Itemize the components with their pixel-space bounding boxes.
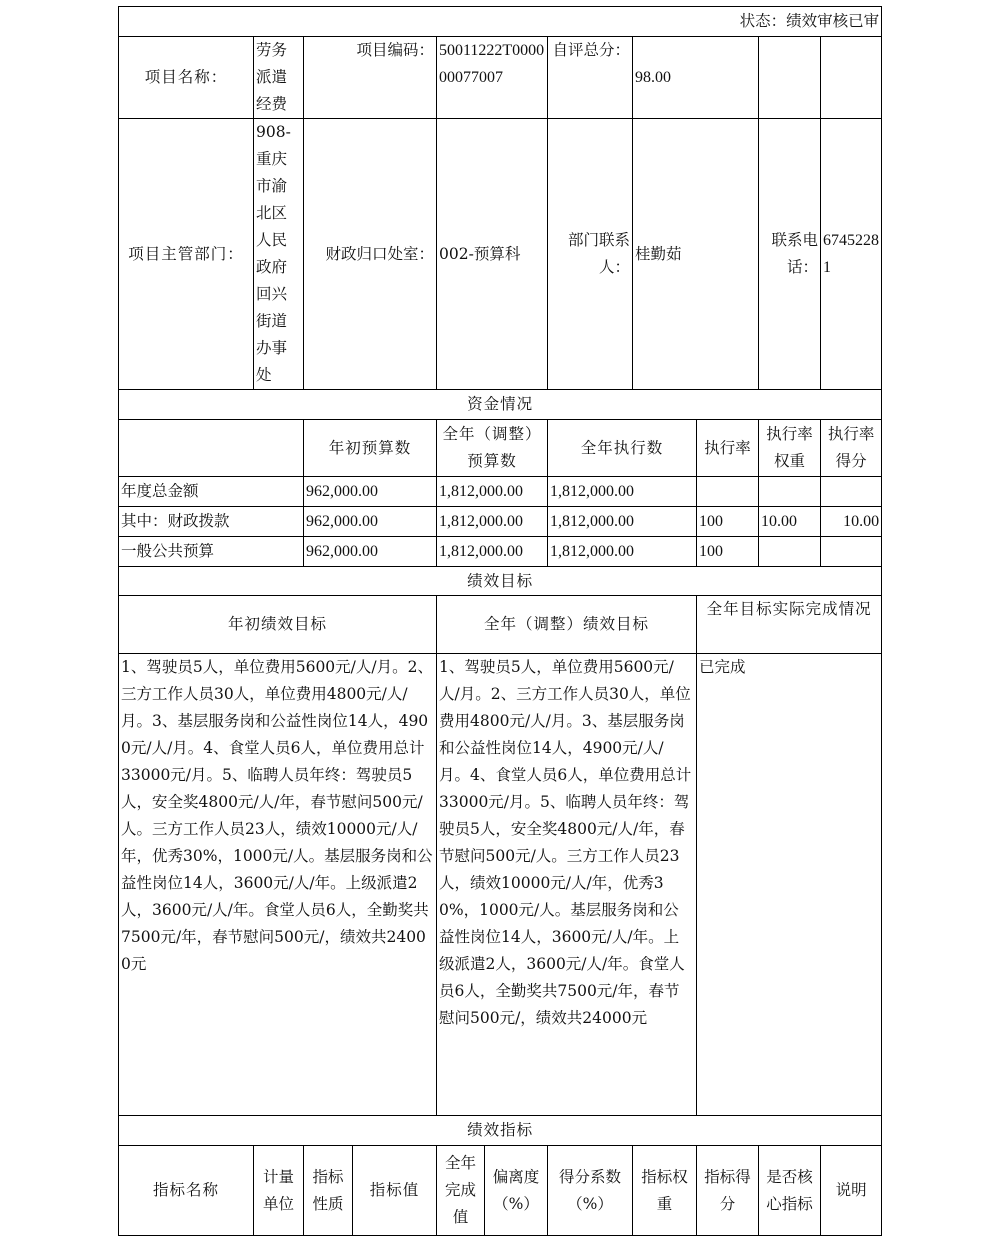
table-row (119, 477, 882, 507)
empty-cell (119, 420, 304, 477)
funds-row-label: 一般公共预算 (119, 537, 304, 567)
funds-initial: 962,000.00 (304, 537, 437, 567)
funds-row-label: 年度总金额 (119, 477, 304, 507)
phone-value: 67452281 (821, 119, 882, 390)
funds-score: 10.00 (821, 507, 882, 537)
funds-row-label: 其中：财政拨款 (119, 507, 304, 537)
indicator-header-score: 指标得分 (697, 1146, 759, 1236)
indicator-header-coefficient: 得分系数（%） (548, 1146, 633, 1236)
goals-adjusted-text: 1、驾驶员5人，单位费用5600元/人/月。2、三方工作人员30人，单位费用4800元/人/月。3、基层服务岗和公益性岗位14人，4900元/人/月。4、食堂人员6人，单位费用总计33000元/月。5、临聘人员年终：驾驶员5人，安全奖4800元/人/年，春节慰问500元/人。三方工作人员23人，绩效10000元/人/年，优秀30%，1000元/人。基层服务岗和公益性岗位14人，3600元/人/年。上级派遣2人，3600元/人/年。食堂人员6人，全勤奖共7500元/年，春节慰问500元/，绩效共24000元 (437, 654, 697, 1116)
empty-cell (821, 37, 882, 119)
phone-label: 联系电话： (759, 119, 821, 390)
project-code-label: 项目编码： (304, 37, 437, 119)
funds-adjusted: 1,812,000.00 (437, 537, 548, 567)
finance-office-value: 002-预算科 (437, 119, 548, 390)
indicator-header-core: 是否核心指标 (759, 1146, 821, 1236)
indicator-header-completed: 全年完成值 (437, 1146, 485, 1236)
indicators-section-title: 绩效指标 (119, 1116, 882, 1146)
funds-header-rate: 执行率 (697, 420, 759, 477)
goals-header-adjusted: 全年（调整）绩效目标 (437, 596, 697, 654)
funds-weight (759, 537, 821, 567)
funds-executed: 1,812,000.00 (548, 477, 697, 507)
empty-cell (759, 37, 821, 119)
dept-value: 908-重庆市渝北区人民政府回兴街道办事处 (254, 119, 304, 390)
funds-executed: 1,812,000.00 (548, 537, 697, 567)
funds-header-weight: 执行率权重 (759, 420, 821, 477)
funds-initial: 962,000.00 (304, 507, 437, 537)
goals-actual-text: 已完成 (697, 654, 882, 1116)
funds-score (821, 477, 882, 507)
table-row (119, 507, 882, 537)
indicator-header-nature: 指标性质 (304, 1146, 353, 1236)
funds-header-score: 执行率得分 (821, 420, 882, 477)
funds-adjusted: 1,812,000.00 (437, 477, 548, 507)
funds-section-title: 资金情况 (119, 390, 882, 420)
self-score-label: 自评总分： (548, 37, 633, 119)
indicator-header-deviation: 偏离度（%） (485, 1146, 548, 1236)
funds-weight (759, 477, 821, 507)
funds-rate (697, 477, 759, 507)
indicator-header-value: 指标值 (353, 1146, 437, 1236)
goals-section-title: 绩效目标 (119, 567, 882, 596)
indicator-header-weight: 指标权重 (633, 1146, 697, 1236)
funds-header-executed: 全年执行数 (548, 420, 697, 477)
project-name-label: 项目名称： (119, 37, 254, 119)
funds-header-adjusted: 全年（调整）预算数 (437, 420, 548, 477)
contact-value: 桂勤茹 (633, 119, 759, 390)
funds-rate: 100 (697, 507, 759, 537)
project-code-value: 50011222T000000077007 (437, 37, 548, 119)
funds-header-initial: 年初预算数 (304, 420, 437, 477)
indicator-header-unit: 计量单位 (254, 1146, 304, 1236)
project-name-value: 劳务派遣经费 (254, 37, 304, 119)
funds-score (821, 537, 882, 567)
goals-initial-text: 1、驾驶员5人，单位费用5600元/人/月。2、三方工作人员30人，单位费用4800元/人/月。3、基层服务岗和公益性岗位14人，4900元/人/月。4、食堂人员6人，单位费用总计33000元/月。5、临聘人员年终：驾驶员5人，安全奖4800元/人/年，春节慰问500元/人。三方工作人员23人，绩效10000元/人/年，优秀30%，1000元/人。基层服务岗和公益性岗位14人，3600元/人/年。上级派遣2人，3600元/人/年。食堂人员6人，全勤奖共7500元/年，春节慰问500元/，绩效共24000元 (119, 654, 437, 1116)
goals-header-initial: 年初绩效目标 (119, 596, 437, 654)
goals-header-actual: 全年目标实际完成情况 (697, 596, 882, 654)
indicator-header-name: 指标名称 (119, 1146, 254, 1236)
funds-weight: 10.00 (759, 507, 821, 537)
indicator-header-note: 说明 (821, 1146, 882, 1236)
funds-initial: 962,000.00 (304, 477, 437, 507)
finance-office-label: 财政归口处室： (304, 119, 437, 390)
funds-executed: 1,812,000.00 (548, 507, 697, 537)
funds-adjusted: 1,812,000.00 (437, 507, 548, 537)
funds-rate: 100 (697, 537, 759, 567)
contact-label: 部门联系人： (548, 119, 633, 390)
status-text: 状态：绩效审核已审 (119, 7, 882, 37)
table-row (119, 537, 882, 567)
dept-label: 项目主管部门： (119, 119, 254, 390)
self-score-value: 98.00 (633, 37, 759, 119)
